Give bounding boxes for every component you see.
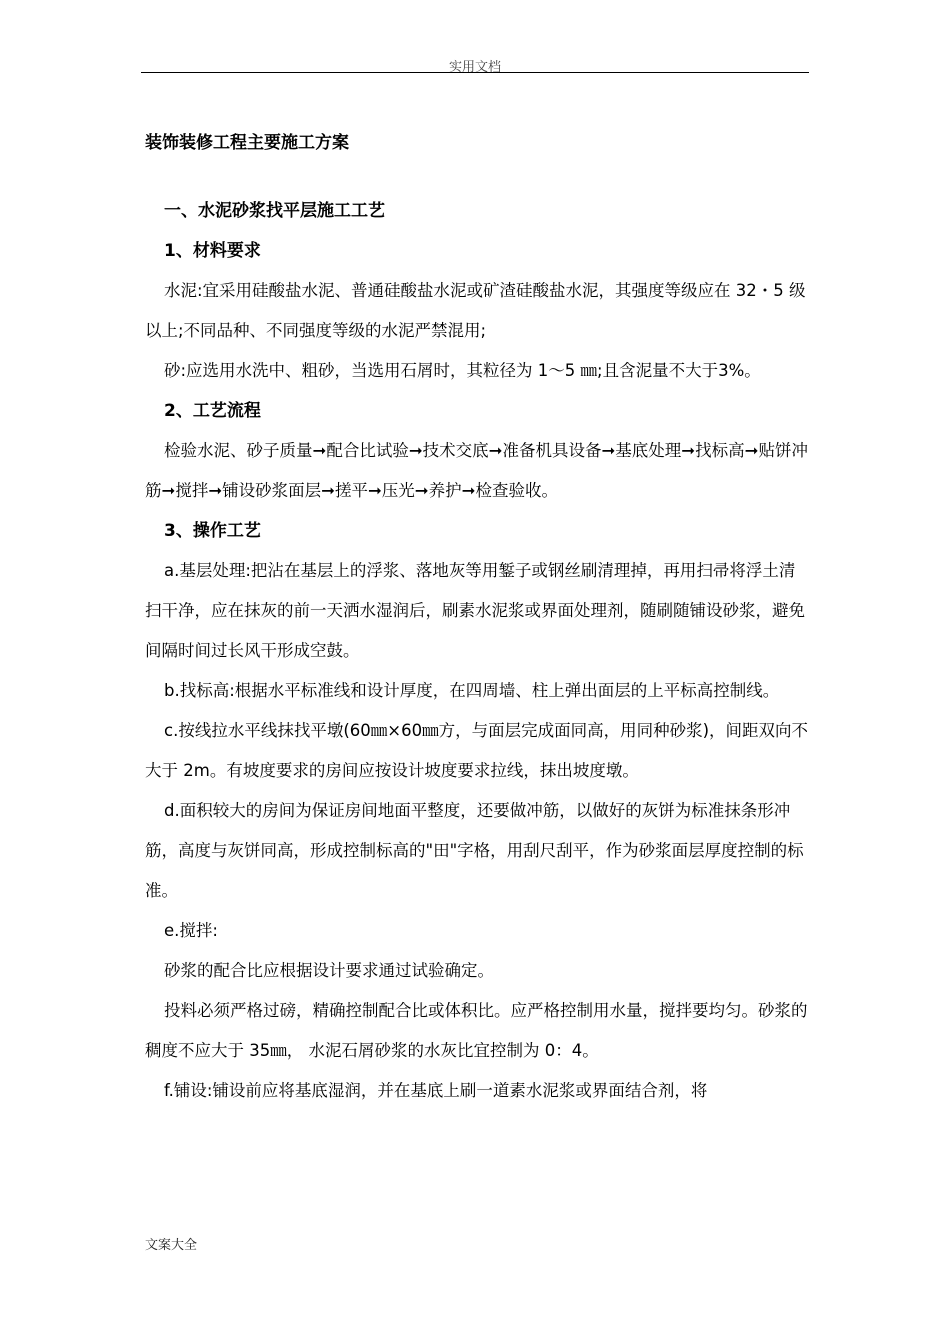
paragraph-step-a: a.基层处理:把沾在基层上的浮浆、落地灰等用錾子或钢丝刷清理掉，再用扫帚将浮土清扫干净，应在抹灰的前一天洒水湿润后，刷素水泥浆或界面处理剂，随刷随铺设砂浆，避免间隔时间过长风干形成空鼓。 bbox=[145, 561, 805, 660]
paragraph-step-e-2: 投料必须严格过磅，精确控制配合比或体积比。应严格控制用水量，搅拌要均匀。砂浆的稠度不应大于 35㎜， 水泥石屑砂浆的水灰比宜控制为 0：4。 bbox=[145, 1001, 808, 1060]
paragraph-step-d: d.面积较大的房间为保证房间地面平整度，还要做冲筋，以做好的灰饼为标准抹条形冲筋，高度与灰饼同高，形成控制标高的"田"字格，用刮尺刮平，作为砂浆面层厚度控制的标准。 bbox=[145, 801, 804, 900]
document-body bbox=[145, 191, 810, 1111]
paragraph-step-e-1: 砂浆的配合比应根据设计要求通过试验确定。 bbox=[164, 961, 494, 980]
paragraph-cement: 水泥:宜采用硅酸盐水泥、普通硅酸盐水泥或矿渣硅酸盐水泥，其强度等级应在 32・5 级以上;不同品种、不同强度等级的水泥严禁混用; bbox=[145, 281, 806, 340]
paragraph-step-b: b.找标高:根据水平标准线和设计厚度，在四周墙、柱上弹出面层的上平标高控制线。 bbox=[164, 681, 780, 700]
subsection-heading-operation: 3、操作工艺 bbox=[164, 521, 261, 541]
document-title: 装饰装修工程主要施工方案 bbox=[145, 133, 349, 153]
subsection-heading-process: 2、工艺流程 bbox=[164, 401, 261, 421]
header-divider bbox=[141, 72, 809, 73]
paragraph-sand: 砂:应选用水洗中、粗砂，当选用石屑时，其粒径为 1～5 ㎜;且含泥量不大于3%。 bbox=[164, 361, 761, 380]
section-heading: 一、水泥砂浆找平层施工工艺 bbox=[164, 201, 385, 221]
subsection-heading-materials: 1、材料要求 bbox=[164, 241, 261, 261]
paragraph-step-f: f.铺设:铺设前应将基底湿润，并在基底上刷一道素水泥浆或界面结合剂，将 bbox=[164, 1081, 708, 1100]
page-header: 实用文档 bbox=[448, 60, 501, 75]
page-footer: 文案大全 bbox=[145, 1238, 198, 1253]
paragraph-process-flow: 检验水泥、砂子质量➞配合比试验➞技术交底➞准备机具设备➞基底处理➞找标高➞贴饼冲筋➞搅拌➞铺设砂浆面层➞搓平➞压光➞养护➞检查验收。 bbox=[145, 441, 808, 500]
paragraph-step-c: c.按线拉水平线抹找平墩(60㎜×60㎜方，与面层完成面同高，用同种砂浆)，间距双向不大于 2m。有坡度要求的房间应按设计坡度要求拉线，抹出坡度墩。 bbox=[145, 721, 809, 780]
paragraph-step-e-label: e.搅拌: bbox=[164, 921, 218, 940]
